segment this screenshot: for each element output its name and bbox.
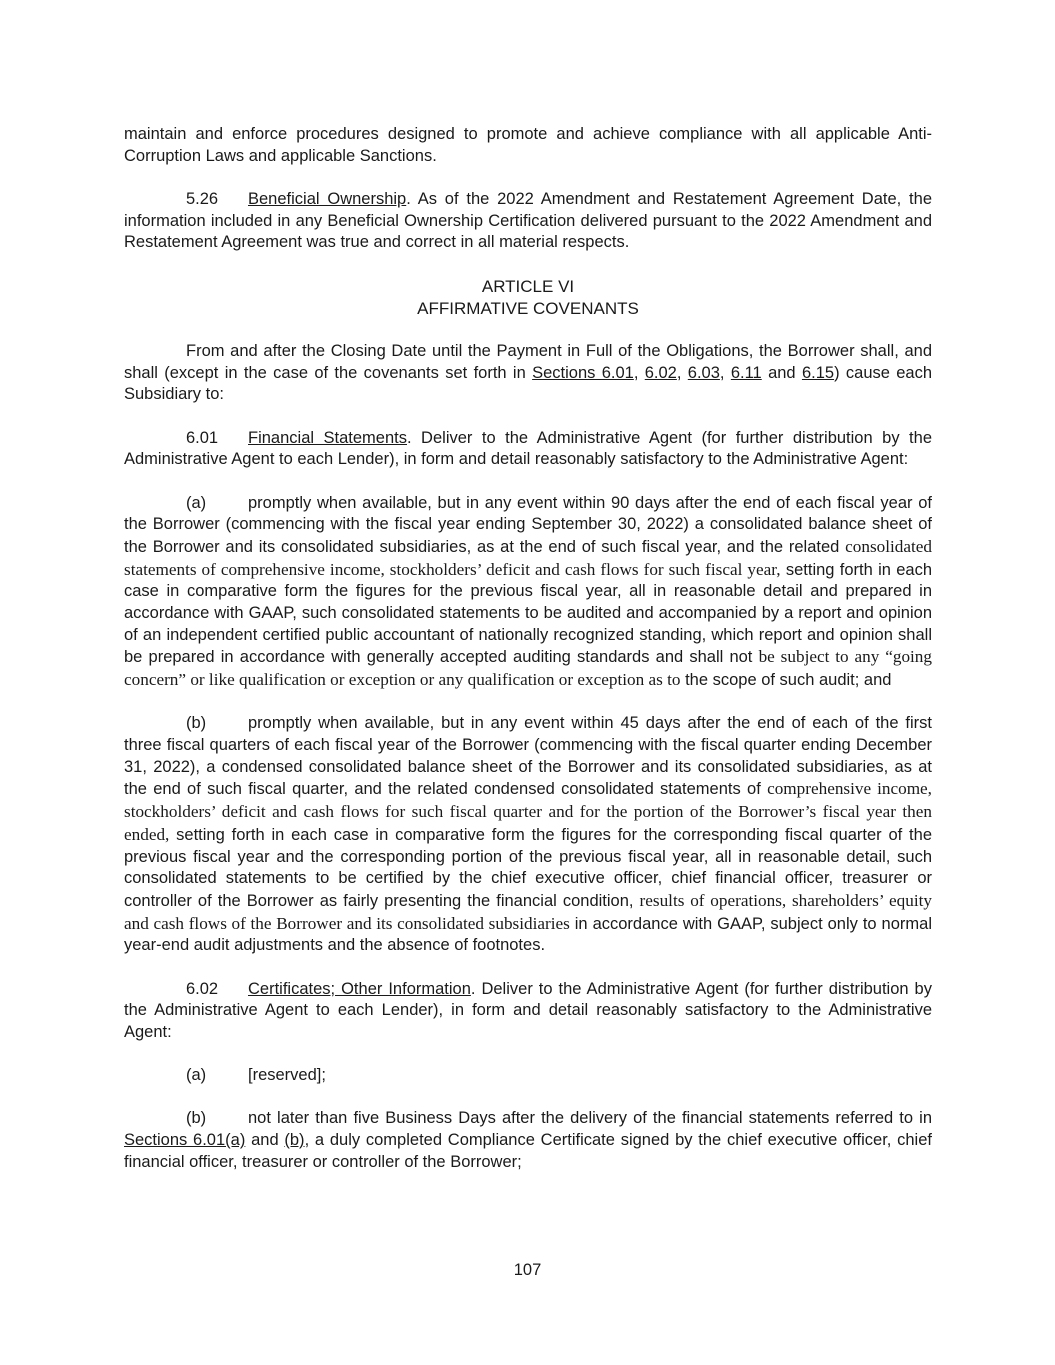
clause-6-02-b [124, 1108, 932, 1173]
clause-text: results of operations, shareholders’ equity and cash flows of the Borrower and its consolidated subsidiaries [124, 890, 932, 933]
clause-text: comprehensive income, stockholders’ deficit and cash flows for such fiscal quarter and for the portion of the Borrower’s fiscal year then ended, [124, 779, 932, 844]
intro-text: ) cause each Subsidiary to: [124, 363, 933, 404]
document-page [124, 124, 932, 1195]
section-heading: Financial Statements [248, 428, 407, 447]
section-text: . As of the 2022 Amendment and Restatement Agreement Date, the information included in any Beneficial Ownership Certification delivered pursuant to the 2022 Amendment and Restatement Agreement was true and correct in all material respects. [124, 189, 932, 252]
paragraph-continuation [124, 124, 932, 167]
separator: , [719, 363, 731, 382]
article-number: ARTICLE VI [481, 276, 575, 296]
clause-text: [reserved]; [248, 1066, 326, 1085]
clause-text: promptly when available, but in any event within 45 days after the end of each of the first three fiscal quarters of each fiscal year of the Borrower (commencing with the fiscal quarter ending December 31, 2022), a condensed consolidated balance sheet of the Borrower and its consolidated subsidiaries, as at the end of such fiscal quarter, and the related condensed consolidated statements of [124, 714, 932, 799]
cross-reference: Sections 6.01(a) [124, 1131, 246, 1150]
clause-label: (a) [186, 493, 207, 512]
clause-6-01-a [124, 493, 932, 692]
section-number: 5.26 [186, 189, 219, 208]
cross-reference: Sections 6.01 [532, 363, 634, 382]
paragraph-text: maintain and enforce procedures designed to promote and achieve compliance with all applicable Anti-Corruption Laws and applicable Sanctions. [124, 125, 932, 165]
separator: , [633, 363, 645, 382]
clause-text: setting forth in each case in comparative form the figures for the previous fiscal year, all in reasonable detail and prepared in accordance with GAAP, such consolidated statements to be audited and accompanied by a report and opinion of an independent certified public accountant of nationally recognized standing, which report and opinion shall be prepared in accordance with generally accepted auditing standards and shall not [124, 560, 932, 667]
section-number: 6.01 [186, 428, 219, 447]
page-number: 107 [513, 1261, 542, 1279]
clause-label: (b) [186, 1109, 207, 1128]
section-text: . Deliver to the Administrative Agent (for further distribution by the Administrative Agent to each Lender), in form and detail reasonably satisfactory to the Administrative Agent: [124, 428, 932, 469]
separator: , [676, 363, 688, 382]
section-text: . Deliver to the Administrative Agent (for further distribution by the Administrative Agent to each Lender), in form and detail reasonably satisfactory to the Administrative Agent: [124, 979, 932, 1041]
section-heading: Beneficial Ownership [248, 189, 407, 208]
section-6-02 [124, 979, 932, 1044]
clause-label: (b) [186, 714, 207, 733]
section-5-26 [124, 189, 932, 254]
section-number: 6.02 [186, 979, 219, 998]
clause-text: setting forth in each case in comparative form the figures for the corresponding fiscal quarter of the previous fiscal year and the corresponding portion of the previous fiscal year, all in reasonable detail, such consolidated statements to be certified by the chief executive officer, chief financial officer, treasurer or controller of the Borrower as fairly presenting the financial condition, [124, 825, 932, 910]
clause-text: in accordance with GAAP, subject only to normal year-end audit adjustments and the absence of footnotes. [124, 914, 932, 955]
clause-6-01-b [124, 713, 932, 957]
section-6-01 [124, 428, 932, 471]
clause-label: (a) [186, 1066, 207, 1085]
cross-reference: 6.15 [801, 363, 835, 382]
article-intro [124, 341, 932, 406]
clause-text: promptly when available, but in any event within 90 days after the end of each fiscal year of the Borrower (commencing with the fiscal year ending September 30, 2022) a consolidated balance sheet of the Borrower and its consolidated subsidiaries, as at the end of such fiscal year, and the related [124, 493, 932, 556]
clause-6-02-a [124, 1065, 932, 1087]
article-title: AFFIRMATIVE COVENANTS [417, 298, 639, 318]
clause-text: not later than five Business Days after the delivery of the financial statements referred to in [248, 1109, 932, 1128]
clause-text: the scope of such audit; and [680, 671, 892, 690]
clause-text: be subject to any “going concern” or like qualification or exception or any qualification or exception as to [124, 647, 932, 690]
separator: and [245, 1131, 285, 1150]
clause-text: , a duly completed Compliance Certificate signed by the chief executive officer, chief financial officer, treasurer or controller of the Borrower; [124, 1131, 932, 1171]
cross-reference: 6.02 [644, 363, 677, 382]
article-heading [124, 276, 932, 320]
separator: and [761, 363, 802, 382]
cross-reference: 6.03 [687, 363, 720, 382]
section-heading: Certificates; Other Information [248, 979, 471, 998]
intro-text: From and after the Closing Date until the Payment in Full of the Obligations, the Borrower shall, and shall (except in the case of the covenants set forth in [124, 342, 932, 382]
cross-reference: (b) [284, 1131, 305, 1150]
cross-reference: 6.11 [730, 363, 762, 382]
clause-text: consolidated statements of comprehensive income, stockholders’ deficit and cash flows for such fiscal year, [124, 536, 932, 579]
